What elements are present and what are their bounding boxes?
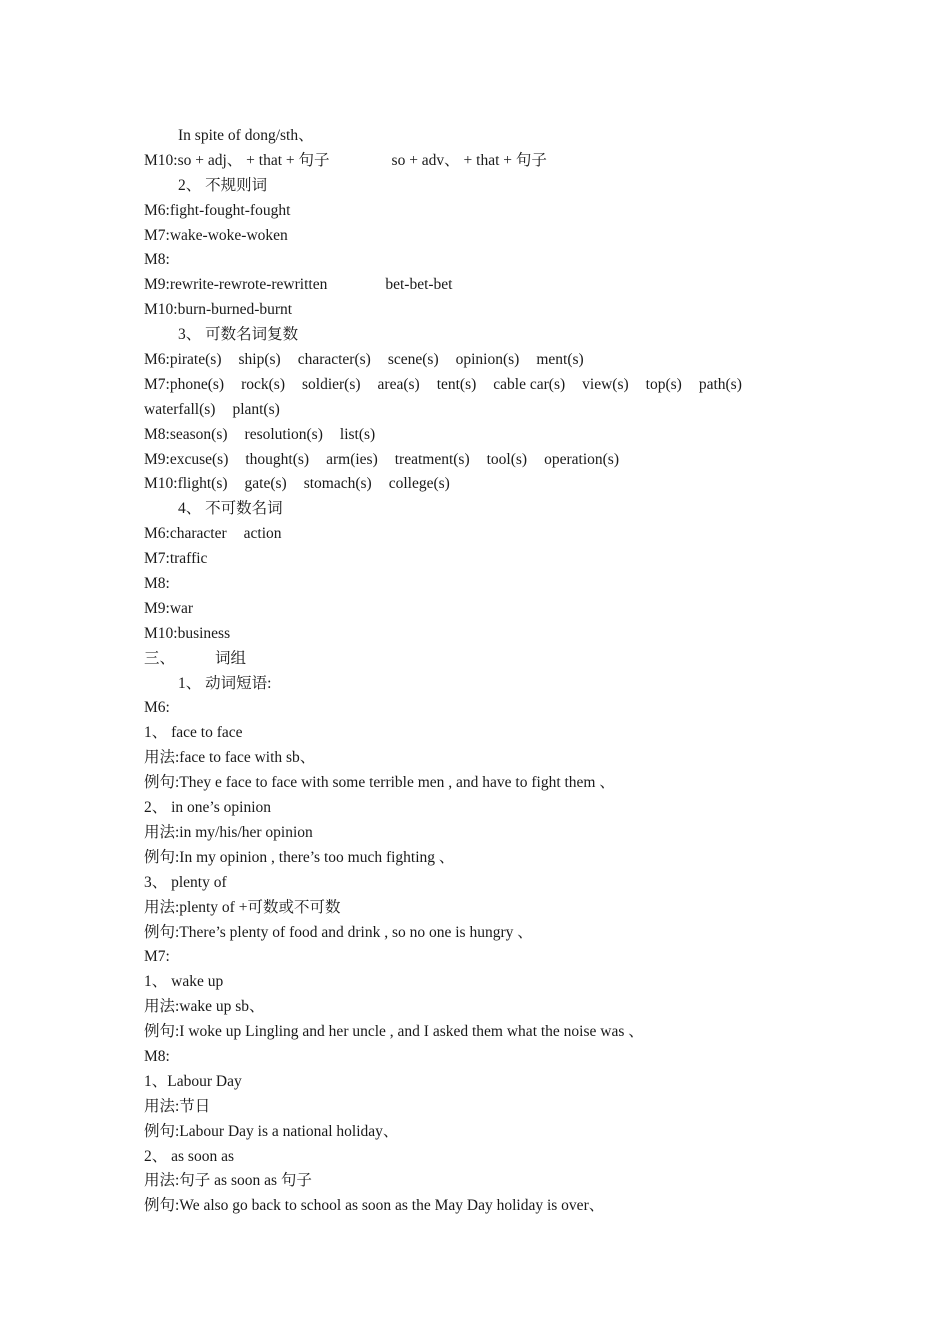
phrase-title: 3、 plenty of: [144, 873, 227, 891]
text-line: M9:war: [144, 599, 194, 617]
phrase-example: 例句:Labour Day is a national holiday、: [144, 1122, 399, 1140]
so-adv-pattern: so + adv、 + that + 句子: [391, 151, 547, 169]
text-line: M8:: [144, 1047, 170, 1065]
phrase-usage: 用法:wake up sb、: [144, 998, 265, 1016]
text-line: M6:: [144, 699, 170, 717]
section-title-text: 词组: [215, 649, 247, 667]
word: tent(s): [436, 375, 477, 393]
phrase-example: 例句:In my opinion , there’s too much fighting 、: [144, 848, 455, 866]
word: M8:season(s): [144, 425, 228, 443]
word: M6:character: [144, 525, 227, 543]
section-title: [144, 647, 824, 672]
word: view(s): [582, 375, 629, 393]
section-heading: 1、 动词短语:: [178, 674, 272, 692]
text-line: [144, 149, 824, 174]
text-line: M8:: [144, 575, 170, 593]
word: treatment(s): [394, 450, 470, 468]
word: M9:excuse(s): [144, 450, 229, 468]
phrase-usage: 用法:plenty of +可数或不可数: [144, 898, 341, 916]
section-number: 三、: [144, 649, 176, 667]
countable-m6: [144, 348, 824, 373]
irregular-bet: bet-bet-bet: [385, 276, 453, 294]
text-line: M10:business: [144, 624, 231, 642]
countable-m10: [144, 472, 824, 497]
word: area(s): [377, 375, 420, 393]
phrase-title: 1、 wake up: [144, 973, 224, 991]
phrase-title: 2、 as soon as: [144, 1147, 234, 1165]
text-line: [144, 273, 824, 298]
phrase-title: 1、Labour Day: [144, 1072, 242, 1090]
word: character(s): [297, 351, 371, 369]
word: ment(s): [536, 351, 584, 369]
so-adj-pattern: M10:so + adj、 + that + 句子: [144, 151, 330, 169]
word: thought(s): [245, 450, 310, 468]
section-heading: 3、 可数名词复数: [178, 326, 299, 344]
word: opinion(s): [455, 351, 520, 369]
phrase-title: 1、 face to face: [144, 724, 243, 742]
word: M10:flight(s): [144, 475, 228, 493]
word: arm(ies): [326, 450, 378, 468]
word: action: [243, 525, 282, 543]
phrase-usage: 用法:in my/his/her opinion: [144, 823, 313, 841]
uncountable-m6: [144, 522, 824, 547]
phrase-usage: 用法:face to face with sb、: [144, 749, 316, 767]
text-line: M10:burn-burned-burnt: [144, 301, 293, 319]
phrase-title: 2、 in one’s opinion: [144, 799, 272, 817]
word: gate(s): [244, 475, 287, 493]
phrase-example: 例句:They e face to face with some terrible men , and have to fight them 、: [144, 774, 615, 792]
text-line: M6:fight-fought-fought: [144, 201, 291, 219]
phrase-example: 例句:We also go back to school as soon as the May Day holiday is over、: [144, 1197, 605, 1215]
word: tool(s): [486, 450, 528, 468]
irregular-rewrite: M9:rewrite-rewrote-rewritten: [144, 276, 328, 294]
text-line: In spite of dong/sth、: [178, 127, 314, 144]
phrase-usage: 用法:句子 as soon as 句子: [144, 1172, 312, 1190]
text-line: M7:traffic: [144, 550, 208, 568]
section-heading: 4、 不可数名词: [178, 500, 283, 518]
word: stomach(s): [303, 475, 372, 493]
word: path(s): [698, 375, 742, 393]
phrase-example: 例句:There’s plenty of food and drink , so no one is hungry 、: [144, 923, 533, 941]
word: cable car(s): [493, 375, 566, 393]
word: resolution(s): [244, 425, 323, 443]
countable-m8: [144, 423, 824, 448]
countable-m7: [144, 373, 824, 398]
word: scene(s): [387, 351, 439, 369]
text-line: M8:: [144, 251, 170, 269]
word: plant(s): [232, 400, 280, 418]
word: list(s): [339, 425, 376, 443]
countable-m7-cont: [144, 398, 824, 423]
countable-m9: [144, 448, 824, 473]
word: ship(s): [238, 351, 281, 369]
word: college(s): [388, 475, 450, 493]
word: rock(s): [241, 375, 285, 393]
phrase-example: 例句:I woke up Lingling and her uncle , and I asked them what the noise was 、: [144, 1023, 644, 1041]
word: M7:phone(s): [144, 375, 225, 393]
phrase-usage: 用法:节日: [144, 1097, 211, 1115]
word: top(s): [645, 375, 682, 393]
document-page: [144, 124, 824, 1219]
word: soldier(s): [301, 375, 361, 393]
word: waterfall(s): [144, 400, 216, 418]
text-line: M7:: [144, 948, 170, 966]
word: M6:pirate(s): [144, 351, 222, 369]
text-line: M7:wake-woke-woken: [144, 226, 288, 244]
word: operation(s): [544, 450, 619, 468]
section-heading: 2、 不规则词: [178, 176, 268, 194]
